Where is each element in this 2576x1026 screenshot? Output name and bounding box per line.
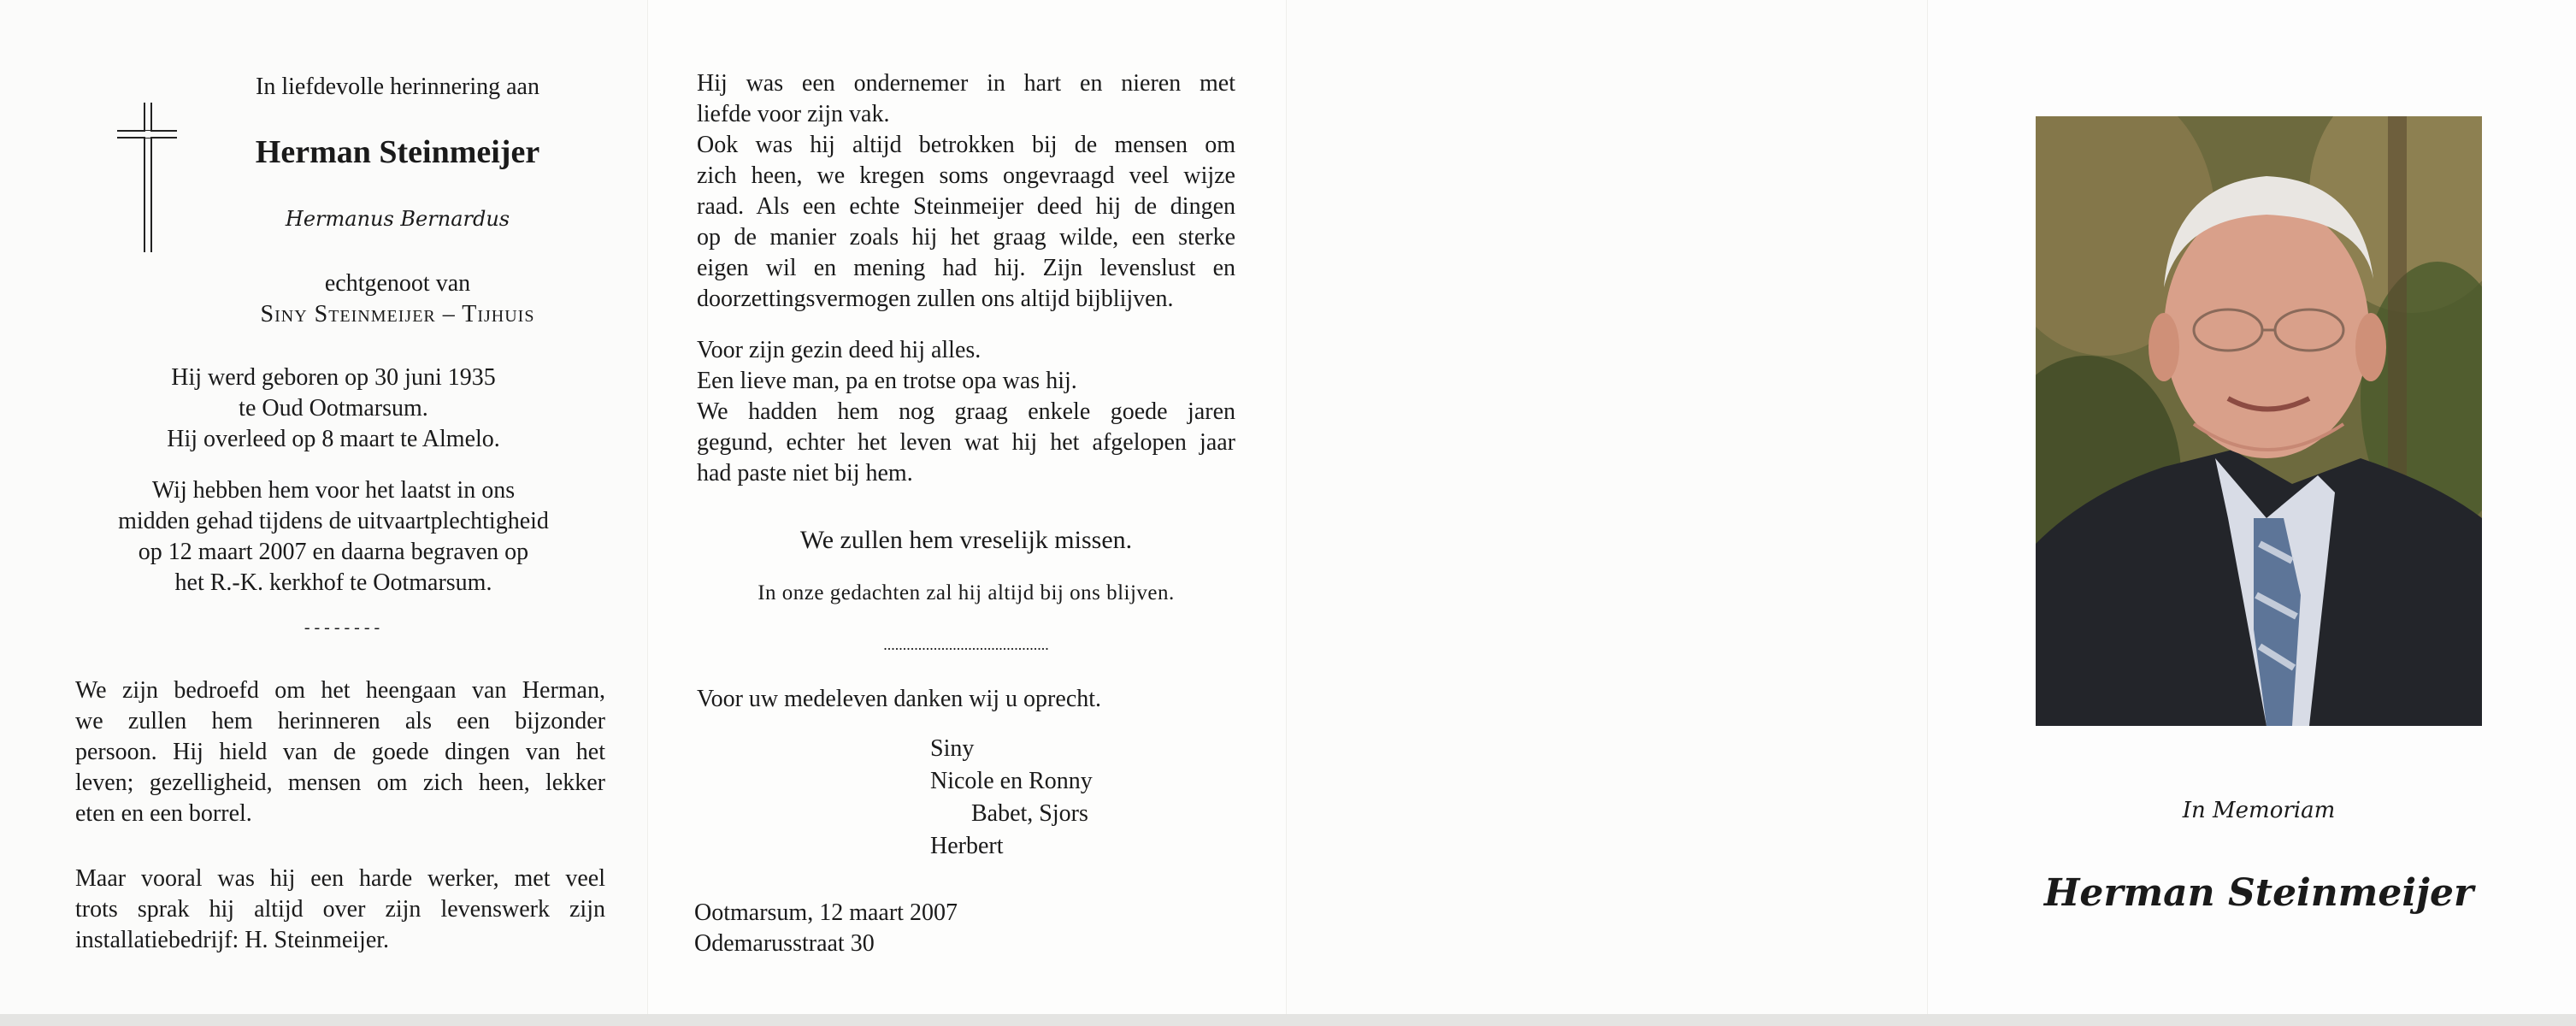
text-line-3: Ook was hij altijd betrokken bij de mensen om [697,132,1235,158]
para1-line-3: persoon. Hij hield van de goede dingen van het [75,739,605,765]
miss-line: We zullen hem vreselijk missen. [799,526,1133,554]
text-line-6: op de manier zoals hij het graag wilde, een sterke [697,224,1235,251]
text-line-4: zich heen, we kregen soms ongevraagd veel wijze [697,162,1235,189]
text-line-11: We hadden hem nog graag enkele goede jaren [697,398,1235,425]
death-line: Hij overleed op 8 maart te Almelo. [167,426,500,452]
para2-line-1: Maar vooral was hij een harde werker, met veel [75,865,605,892]
text-line-5: raad. Als een echte Steinmeijer deed hij de dingen [697,193,1235,220]
text-line-7: eigen wil en mening had hij. Zijn levenslust en [697,255,1235,281]
para1-line-1: We zijn bedroefd om het heengaan van Herman, [75,677,605,704]
cross-icon [144,103,152,252]
dotted-separator: ........................................... [883,636,1049,653]
cover-name: Herman Steinmeijer [2043,871,2474,915]
text-line-13: had paste niet bij hem. [697,460,913,486]
in-memoriam-label: In Memoriam [2182,798,2336,823]
funeral-line-1: Wij hebben hem voor het laatst in ons [151,477,516,504]
birth-line-2: te Oud Ootmarsum. [239,395,428,422]
card-blank-panel [1287,0,1928,1014]
text-line-8: doorzettingsvermogen zullen ons altijd bijblijven. [697,286,1174,312]
para1-line-5: eten en een borrel. [75,800,252,827]
separator: - - - - - - - - [304,618,380,637]
birth-line-1: Hij werd geboren op 30 juni 1935 [171,364,496,391]
signature-1: Siny [930,735,975,762]
address: Odemarusstraat 30 [694,930,875,957]
spouse-name: Siny Steinmeijer – Tijhuis [260,301,535,327]
text-line-10: Een lieve man, pa en trotse opa was hij. [697,368,1077,394]
funeral-line-2: midden gehad tijdens de uitvaartplechtigheid [118,508,549,534]
spouse-label: echtgenoot van [324,270,471,297]
para2-line-3: installatiebedrijf: H. Steinmeijer. [75,927,390,953]
deceased-name: Herman Steinmeijer [255,134,540,170]
funeral-line-3: op 12 maart 2007 en daarna begraven op [138,539,529,565]
intro-text: In liefdevolle herinnering aan [256,74,539,100]
signature-4: Herbert [930,833,1004,859]
text-line-2: liefde voor zijn vak. [697,101,890,127]
card-middle-panel [648,0,1287,1014]
text-line-12: gegund, echter het leven wat hij het afgelopen jaar [697,429,1235,456]
thoughts-line: In onze gedachten zal hij altijd bij ons blijven. [757,581,1175,604]
para1-line-4: leven; gezelligheid, mensen om zich heen, lekker [75,770,605,796]
funeral-line-4: het R.-K. kerkhof te Ootmarsum. [174,569,492,596]
text-line-9: Voor zijn gezin deed hij alles. [697,337,981,363]
signature-2: Nicole en Ronny [930,768,1093,794]
thanks-line: Voor uw medeleven danken wij u oprecht. [697,686,1102,712]
para1-line-2: we zullen hem herinneren als een bijzonder [75,708,605,734]
card-left-panel [0,0,648,1014]
given-names: Hermanus Bernardus [285,207,510,231]
signature-3: Babet, Sjors [971,800,1088,827]
text-line-1: Hij was een ondernemer in hart en nieren met [697,70,1235,97]
place-date: Ootmarsum, 12 maart 2007 [694,899,958,926]
para2-line-2: trots sprak hij altijd over zijn levenswerk zijn [75,896,605,923]
portrait-photo [2036,116,2482,726]
